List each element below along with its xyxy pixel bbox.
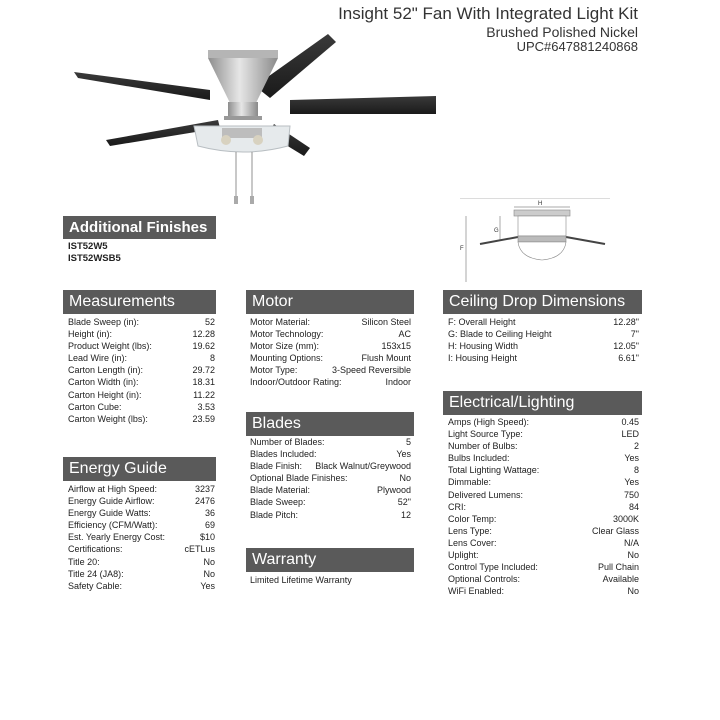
- table-row: Safety Cable: Yes: [68, 580, 215, 591]
- table-row: Optional Controls: Available: [448, 574, 639, 585]
- table-row: Blades Included: Yes: [250, 449, 411, 460]
- diagram-label-f: F: [460, 246, 464, 252]
- table-row: Motor Size (mm): 153x15: [250, 341, 411, 352]
- table-row: Carton Length (in): 29.72: [68, 365, 215, 376]
- finish-item: IST52W5: [68, 241, 108, 252]
- energy-guide-heading: Energy Guide: [63, 457, 216, 481]
- table-row: Uplight: No: [448, 550, 639, 561]
- motor-table: [250, 316, 411, 389]
- table-row: Carton Height (in): 11.22: [68, 389, 215, 400]
- diagram-label-g: G: [494, 228, 499, 234]
- table-row: Bulbs Included: Yes: [448, 453, 639, 464]
- ceiling-fan-image: [60, 28, 450, 218]
- table-row: Indoor/Outdoor Rating: Indoor: [250, 377, 411, 388]
- table-row: H: Housing Width 12.05": [448, 341, 639, 352]
- ceiling-drop-table: [448, 316, 639, 364]
- table-row: Blade Pitch: 12: [250, 509, 411, 520]
- blades-table: [250, 436, 411, 521]
- table-row: Mounting Options: Flush Mount: [250, 353, 411, 364]
- table-row: Blade Sweep (in): 52: [68, 317, 215, 327]
- table-row: WiFi Enabled: No: [448, 586, 639, 597]
- table-row: Carton Weight (lbs): 23.59: [68, 413, 215, 424]
- motor-heading: Motor: [246, 290, 414, 314]
- table-row: CRI: 84: [448, 501, 639, 512]
- table-row: Number of Bulbs: 2: [448, 441, 639, 452]
- product-title: Insight 52" Fan With Integrated Light Kit: [338, 4, 638, 23]
- table-row: I: Housing Height 6.61": [448, 353, 639, 364]
- warranty-heading: Warranty: [246, 548, 414, 572]
- table-row: Blade Material: Plywood: [250, 485, 411, 496]
- table-row: Total Lighting Wattage: 8: [448, 465, 639, 476]
- warranty-text: Limited Lifetime Warranty: [250, 575, 352, 585]
- pull-chain-fob: [250, 196, 254, 204]
- fan-motor-housing: [228, 102, 258, 116]
- table-row: Motor Material: Silicon Steel: [250, 317, 411, 327]
- fan-blade: [290, 96, 436, 114]
- table-row: Amps (High Speed): 0.45: [448, 417, 639, 427]
- table-row: Product Weight (lbs): 19.62: [68, 341, 215, 352]
- table-row: Blade Finish: Black Walnut/Greywood: [250, 461, 411, 472]
- table-row: Carton Cube: 3.53: [68, 401, 215, 412]
- ceiling-drop-heading: Ceiling Drop Dimensions: [443, 290, 642, 314]
- table-row: Dimmable: Yes: [448, 477, 639, 488]
- pull-chain-fob: [234, 196, 238, 204]
- finish-item: IST52WSB5: [68, 253, 121, 264]
- fan-blade: [74, 72, 210, 100]
- table-row: Number of Blades: 5: [250, 437, 411, 447]
- table-row: G: Blade to Ceiling Height 7": [448, 329, 639, 340]
- table-row: Height (in): 12.28: [68, 329, 215, 340]
- table-row: Energy Guide Airflow: 2476: [68, 496, 215, 507]
- table-row: Energy Guide Watts: 36: [68, 508, 215, 519]
- table-row: Color Temp: 3000K: [448, 513, 639, 524]
- ceiling-drop-diagram: [460, 198, 610, 288]
- table-row: Lead Wire (in): 8: [68, 353, 215, 364]
- table-row: Est. Yearly Energy Cost: $10: [68, 532, 215, 543]
- diagram-label-h: H: [538, 201, 543, 207]
- product-upc: UPC#647881240868: [516, 38, 638, 54]
- table-row: Light Source Type: LED: [448, 429, 639, 440]
- table-row: Control Type Included: Pull Chain: [448, 562, 639, 573]
- table-row: Title 24 (JA8): No: [68, 568, 215, 579]
- table-row: Motor Type: 3-Speed Reversible: [250, 365, 411, 376]
- table-row: Lens Type: Clear Glass: [448, 525, 639, 536]
- table-row: Airflow at High Speed: 3237: [68, 484, 215, 494]
- light-bulb: [221, 135, 231, 145]
- measurements-heading: Measurements: [63, 290, 216, 314]
- energy-guide-table: [68, 483, 215, 592]
- table-row: Carton Width (in): 18.31: [68, 377, 215, 388]
- product-finish: Brushed Polished Nickel: [486, 23, 638, 40]
- table-row: Title 20: No: [68, 556, 215, 567]
- electrical-table: [448, 416, 639, 597]
- blades-heading: Blades: [246, 412, 414, 436]
- table-row: Optional Blade Finishes: No: [250, 473, 411, 484]
- fan-canopy-top: [208, 50, 278, 58]
- additional-finishes-heading: Additional Finishes: [63, 216, 216, 239]
- measurements-table: [68, 316, 215, 425]
- table-row: Delivered Lumens: 750: [448, 489, 639, 500]
- electrical-heading: Electrical/Lighting: [443, 391, 642, 415]
- table-row: Lens Cover: N/A: [448, 537, 639, 548]
- table-row: F: Overall Height 12.28": [448, 317, 639, 327]
- table-row: Efficiency (CFM/Watt): 69: [68, 520, 215, 531]
- light-bulb: [253, 135, 263, 145]
- table-row: Certifications: cETLus: [68, 544, 215, 555]
- table-row: Blade Sweep: 52": [250, 497, 411, 508]
- table-row: Motor Technology: AC: [250, 329, 411, 340]
